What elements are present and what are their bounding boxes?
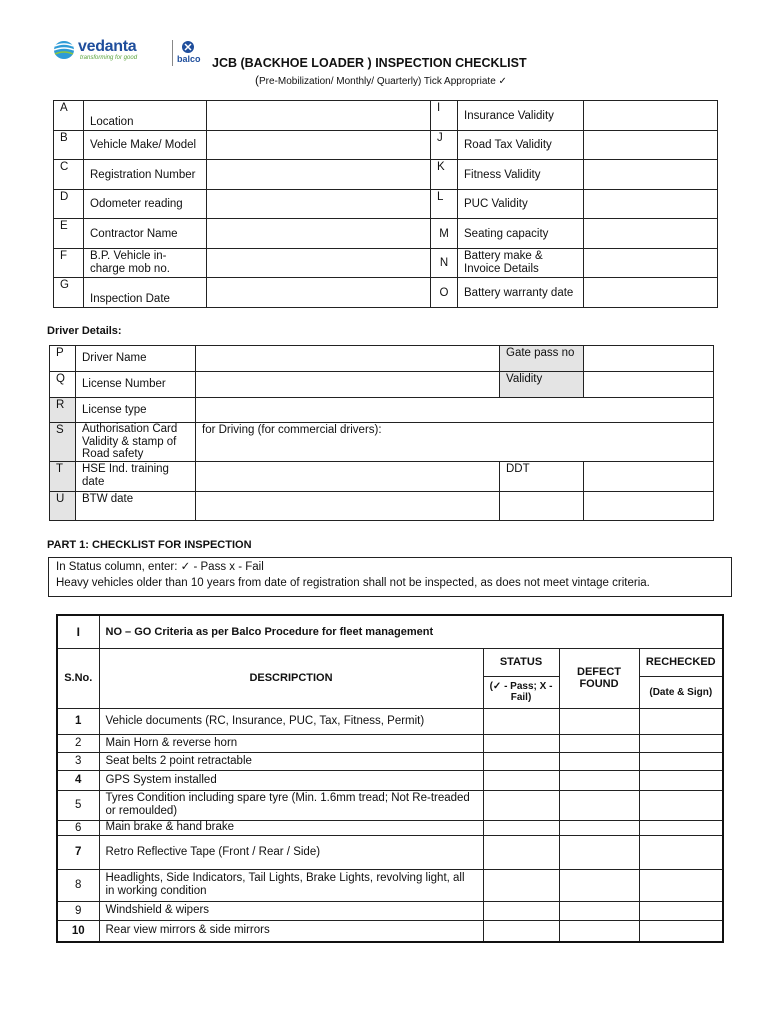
balco-emblem-icon (181, 40, 195, 54)
section-title: NO – GO Criteria as per Balco Procedure for fleet management (99, 615, 723, 648)
driver-field-label: Authorisation Card Validity & stamp of Road safety (76, 423, 196, 462)
item-number: 7 (57, 835, 99, 869)
vedanta-wordmark: vedanta (78, 38, 137, 55)
row-letter: S (50, 423, 76, 462)
col-rechecked-sub: (Date & Sign) (639, 676, 723, 708)
field-label: Odometer reading (84, 190, 207, 219)
field-label: Vehicle Make/ Model (84, 131, 207, 160)
driver-right-label (500, 492, 584, 521)
field-label: Inspection Date (84, 278, 207, 308)
item-number: 9 (57, 901, 99, 920)
driver-field-value-input[interactable]: for Driving (for commercial drivers): (196, 423, 714, 462)
row-letter: E (54, 219, 84, 249)
status-input[interactable] (483, 770, 559, 790)
status-note-box (48, 557, 732, 597)
row-letter: T (50, 462, 76, 492)
field-value-input[interactable] (584, 190, 718, 219)
status-input[interactable] (483, 835, 559, 869)
checklist-row (57, 869, 723, 901)
vedanta-tagline: transforming for good (80, 55, 138, 61)
checklist-row (57, 820, 723, 835)
row-letter: F (54, 249, 84, 278)
row-letter: B (54, 131, 84, 160)
field-value-input[interactable] (584, 249, 718, 278)
status-input[interactable] (483, 734, 559, 752)
checklist-row (57, 770, 723, 790)
subtitle-open-paren: ( (255, 73, 259, 87)
vehicle-info-table (53, 100, 718, 308)
item-description: Vehicle documents (RC, Insurance, PUC, Tax, Fitness, Permit) (99, 708, 483, 734)
field-value-input[interactable] (207, 101, 431, 131)
row-letter: N (431, 249, 458, 278)
col-rechecked: RECHECKED (639, 648, 723, 676)
driver-row (50, 398, 714, 423)
vehicle-info-row (54, 101, 718, 131)
defect-found-input[interactable] (559, 901, 639, 920)
driver-right-value-input[interactable] (584, 372, 714, 398)
rechecked-input[interactable] (639, 734, 723, 752)
vedanta-logo (52, 38, 172, 66)
item-number: 5 (57, 790, 99, 820)
defect-found-input[interactable] (559, 920, 639, 942)
defect-found-input[interactable] (559, 734, 639, 752)
checklist-row (57, 835, 723, 869)
item-number: 10 (57, 920, 99, 942)
row-letter: C (54, 160, 84, 190)
field-label: Registration Number (84, 160, 207, 190)
rechecked-input[interactable] (639, 869, 723, 901)
driver-right-label: DDT (500, 462, 584, 492)
driver-right-value-input[interactable] (584, 492, 714, 521)
page-subtitle (255, 73, 507, 87)
item-description: Main brake & hand brake (99, 820, 483, 835)
field-label: Road Tax Validity (458, 131, 584, 160)
item-description: Headlights, Side Indicators, Tail Lights, Brake Lights, revolving light, all in working condition (99, 869, 483, 901)
row-letter: R (50, 398, 76, 423)
row-letter: O (431, 278, 458, 308)
status-input[interactable] (483, 820, 559, 835)
checklist-row (57, 752, 723, 770)
field-value-input[interactable] (207, 249, 431, 278)
defect-found-input[interactable] (559, 708, 639, 734)
defect-found-input[interactable] (559, 869, 639, 901)
status-input[interactable] (483, 752, 559, 770)
defect-found-input[interactable] (559, 790, 639, 820)
driver-details-table (49, 345, 714, 521)
item-description: Main Horn & reverse horn (99, 734, 483, 752)
vehicle-info-row (54, 160, 718, 190)
driver-right-value-input[interactable] (584, 346, 714, 372)
field-label: PUC Validity (458, 190, 584, 219)
row-letter: D (54, 190, 84, 219)
field-label: Contractor Name (84, 219, 207, 249)
row-letter: U (50, 492, 76, 521)
checklist-row (57, 734, 723, 752)
status-input[interactable] (483, 790, 559, 820)
item-description: GPS System installed (99, 770, 483, 790)
checklist-row (57, 920, 723, 942)
defect-found-input[interactable] (559, 770, 639, 790)
field-label: Location (84, 101, 207, 131)
vehicle-info-row (54, 131, 718, 160)
row-letter: K (431, 160, 458, 190)
driver-row (50, 462, 714, 492)
column-header-row (57, 648, 723, 676)
field-value-input[interactable] (584, 101, 718, 131)
rechecked-input[interactable] (639, 752, 723, 770)
balco-wordmark: balco (177, 54, 201, 64)
item-description: Windshield & wipers (99, 901, 483, 920)
driver-field-label: License type (76, 398, 196, 423)
item-number: 6 (57, 820, 99, 835)
item-description: Tyres Condition including spare tyre (Min. 1.6mm tread; Not Re-treaded or remoulded) (99, 790, 483, 820)
item-number: 3 (57, 752, 99, 770)
vehicle-info-row (54, 190, 718, 219)
checklist-row (57, 901, 723, 920)
field-value-input[interactable] (584, 278, 718, 308)
row-letter: L (431, 190, 458, 219)
field-value-input[interactable] (207, 160, 431, 190)
driver-details-heading: Driver Details: (47, 325, 122, 337)
driver-row (50, 372, 714, 398)
field-label: Insurance Validity (458, 101, 584, 131)
page-title: JCB (BACKHOE LOADER ) INSPECTION CHECKLIST (212, 56, 527, 70)
status-input[interactable] (483, 708, 559, 734)
defect-found-input[interactable] (559, 820, 639, 835)
rechecked-input[interactable] (639, 835, 723, 869)
driver-field-label: BTW date (76, 492, 196, 521)
item-number: 1 (57, 708, 99, 734)
item-description: Seat belts 2 point retractable (99, 752, 483, 770)
row-letter: Q (50, 372, 76, 398)
driver-row (50, 346, 714, 372)
driver-right-label: Validity (500, 372, 584, 398)
section-header-row (57, 615, 723, 648)
field-value-input[interactable] (207, 190, 431, 219)
field-value-input[interactable] (207, 131, 431, 160)
driver-row (50, 492, 714, 521)
defect-found-input[interactable] (559, 835, 639, 869)
rechecked-input[interactable] (639, 901, 723, 920)
row-letter: J (431, 131, 458, 160)
driver-field-value-input[interactable] (196, 462, 500, 492)
vehicle-info-row (54, 249, 718, 278)
field-label: Battery warranty date (458, 278, 584, 308)
balco-logo (172, 40, 211, 66)
row-letter: G (54, 278, 84, 308)
col-sno: S.No. (57, 648, 99, 708)
status-note: In Status column, enter: ✓ - Pass x - Fail (56, 561, 264, 573)
field-value-input[interactable] (584, 160, 718, 190)
row-letter: I (431, 101, 458, 131)
col-description: DESCRIPCTION (99, 648, 483, 708)
subtitle-text: Pre-Mobilization/ Monthly/ Quarterly) Tick Appropriate ✓ (259, 76, 507, 87)
item-description: Retro Reflective Tape (Front / Rear / Side) (99, 835, 483, 869)
status-input[interactable] (483, 869, 559, 901)
col-defect: DEFECT FOUND (559, 648, 639, 708)
section-number: I (57, 615, 99, 648)
vehicle-info-row (54, 219, 718, 249)
checklist-row (57, 790, 723, 820)
rechecked-input[interactable] (639, 770, 723, 790)
col-status: STATUS (483, 648, 559, 676)
row-letter: A (54, 101, 84, 131)
field-value-input[interactable] (207, 278, 431, 308)
field-label: Seating capacity (458, 219, 584, 249)
field-value-input[interactable] (207, 219, 431, 249)
rechecked-input[interactable] (639, 820, 723, 835)
driver-field-value-input[interactable] (196, 398, 714, 423)
field-label: B.P. Vehicle in-charge mob no. (84, 249, 207, 278)
driver-field-value-input[interactable] (196, 492, 500, 521)
field-label: Battery make & Invoice Details (458, 249, 584, 278)
driver-field-value-input[interactable] (196, 372, 500, 398)
rechecked-input[interactable] (639, 790, 723, 820)
status-input[interactable] (483, 920, 559, 942)
field-value-input[interactable] (584, 219, 718, 249)
vintage-note: Heavy vehicles older than 10 years from date of registration shall not be inspected, as does not meet vintage criteria. (56, 577, 650, 589)
checklist-row (57, 708, 723, 734)
item-number: 2 (57, 734, 99, 752)
field-label: Fitness Validity (458, 160, 584, 190)
item-number: 8 (57, 869, 99, 901)
col-status-sub: (✓ - Pass; X - Fail) (483, 676, 559, 708)
driver-row (50, 423, 714, 462)
driver-field-label: Driver Name (76, 346, 196, 372)
defect-found-input[interactable] (559, 752, 639, 770)
item-description: Rear view mirrors & side mirrors (99, 920, 483, 942)
row-letter: M (431, 219, 458, 249)
part1-heading: PART 1: CHECKLIST FOR INSPECTION (47, 539, 252, 551)
checklist-table (56, 614, 724, 943)
row-letter: P (50, 346, 76, 372)
field-value-input[interactable] (584, 131, 718, 160)
vehicle-info-row (54, 278, 718, 308)
driver-right-value-input[interactable] (584, 462, 714, 492)
driver-field-value-input[interactable] (196, 346, 500, 372)
driver-field-label: HSE Ind. training date (76, 462, 196, 492)
driver-field-label: License Number (76, 372, 196, 398)
status-input[interactable] (483, 901, 559, 920)
item-number: 4 (57, 770, 99, 790)
rechecked-input[interactable] (639, 708, 723, 734)
rechecked-input[interactable] (639, 920, 723, 942)
driver-right-label: Gate pass no (500, 346, 584, 372)
